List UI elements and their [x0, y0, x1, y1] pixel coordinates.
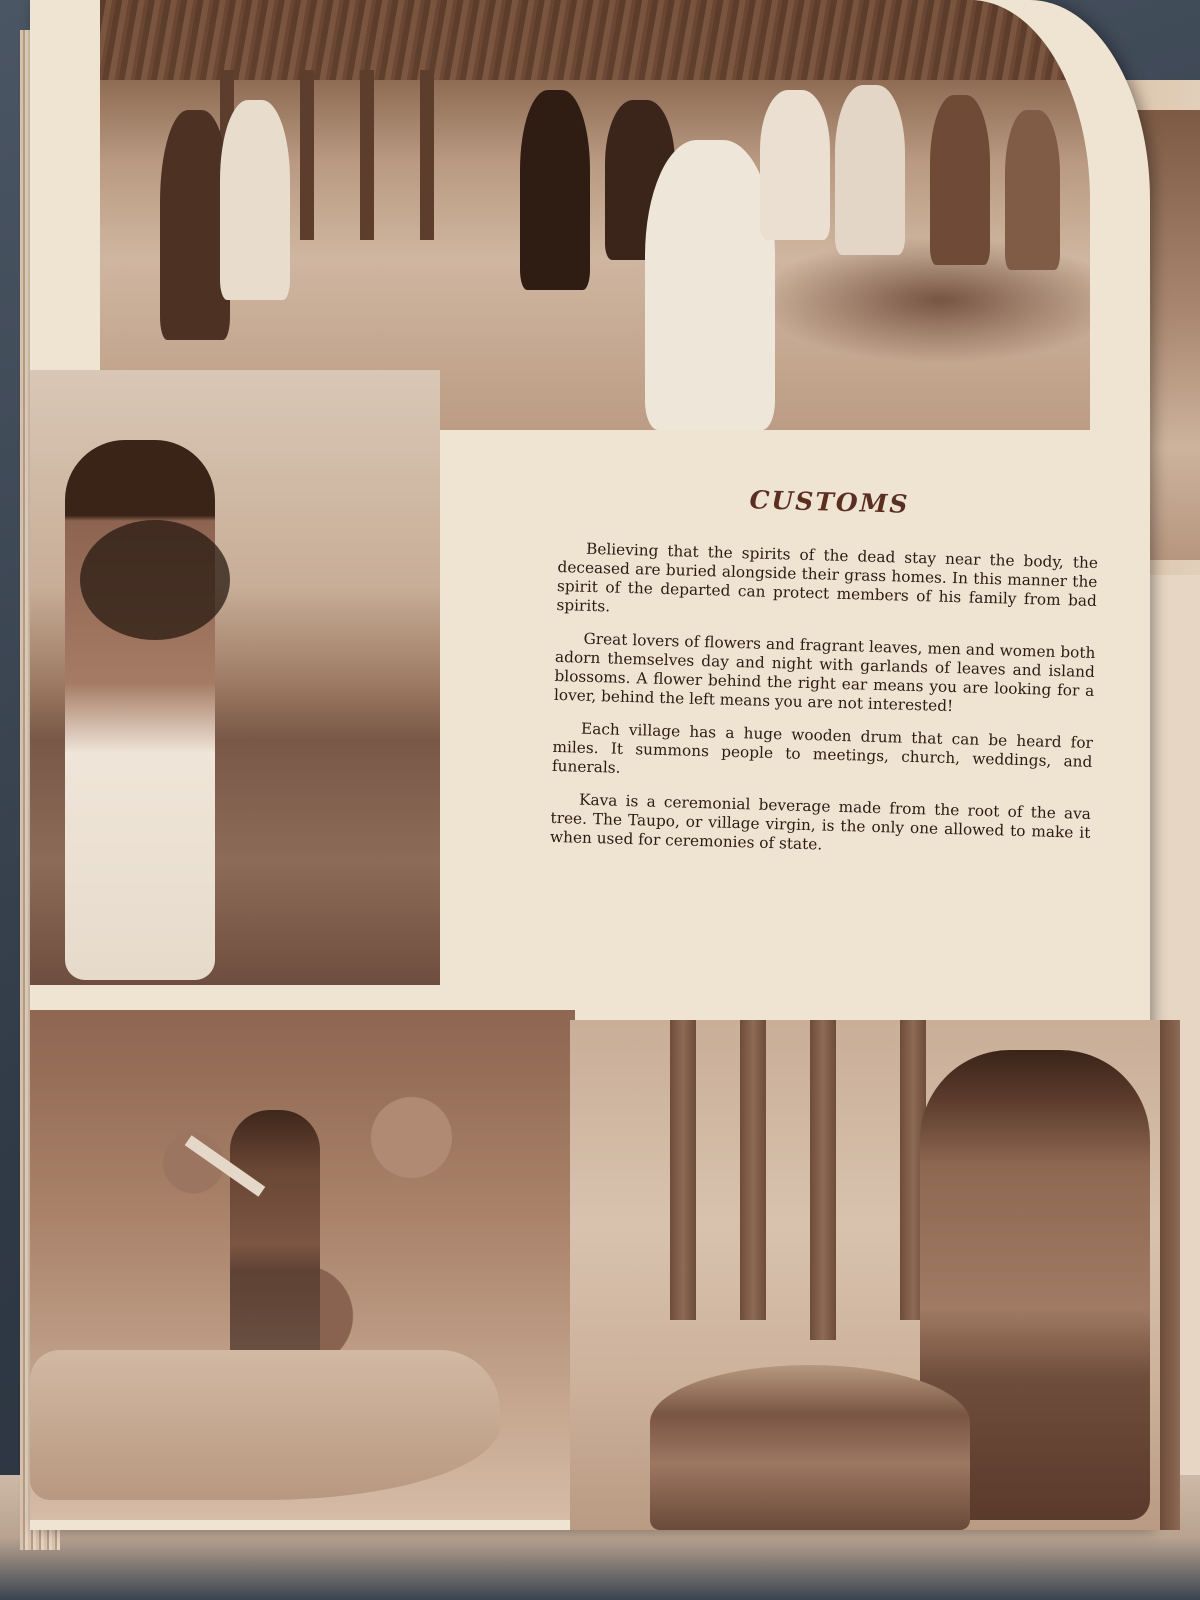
hut-post: [360, 70, 374, 240]
kava-bowl: [650, 1365, 970, 1530]
article-heading: CUSTOMS: [749, 485, 910, 519]
person-figure: [220, 100, 290, 300]
paragraph-burial: Believing that the spirits of the dead stay near the body, the deceased are buried alongside their grass homes. In this manner the spirit of the departed can protect members of his family from bad spirits.: [556, 539, 1099, 616]
palm-trunk: [740, 1020, 766, 1320]
man-figure: [230, 1110, 320, 1380]
person-figure: [520, 90, 590, 290]
woman-making-kava-photo: [570, 1020, 1180, 1530]
person-figure: [645, 140, 775, 430]
hut-post: [300, 70, 314, 240]
girl-by-sea-photo: [30, 370, 440, 985]
person-figure: [835, 85, 905, 255]
thatched-roof: [100, 0, 1090, 80]
palm-trunk: [810, 1020, 836, 1340]
hut-post: [420, 70, 434, 240]
paragraph-flowers: Great lovers of flowers and fragrant leaves, men and women both adorn themselves day and night with garlands of leaves and island blossoms. A flower behind the right ear means you are looking for a lover, behind the left means you are not interested!: [553, 629, 1096, 716]
customs-article: [549, 480, 1099, 876]
man-with-club-photo: [30, 1010, 575, 1520]
book-page: [30, 0, 1150, 1530]
person-figure: [930, 95, 990, 265]
palm-trunk: [670, 1020, 696, 1320]
paragraph-kava: Kava is a ceremonial beverage made from the root of the ava tree. The Taupo, or village virgin, is the only one allowed to make it when used for ceremonies of state.: [549, 790, 1092, 854]
person-figure: [1005, 110, 1060, 270]
paragraph-drum: Each village has a huge wooden drum that can be heard for miles. It summons people to meetings, church, weddings, and funerals.: [551, 719, 1094, 777]
flower-lei: [80, 520, 230, 640]
village-gathering-photo: [100, 0, 1090, 430]
wooden-drum-log: [30, 1350, 500, 1500]
person-figure: [760, 90, 830, 240]
palm-trunk: [1160, 1020, 1180, 1530]
